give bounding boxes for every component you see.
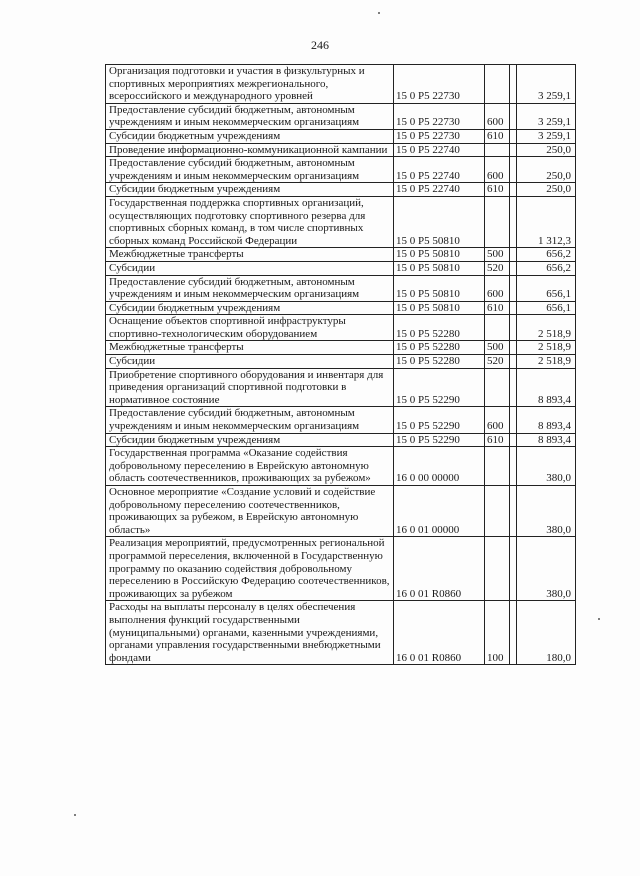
row-kvr-cell: [485, 315, 510, 341]
row-name-cell: Предоставление субсидий бюджетным, автономным учреждениям и иным некоммерческим организациям: [106, 407, 394, 433]
row-name-cell: Государственная программа «Оказание содействия добровольному переселению в Еврейскую автономную область соотечественников, проживающих за рубежом»: [106, 447, 394, 486]
row-code-cell: 15 0 Р5 52290: [394, 407, 485, 433]
row-kvr-cell: 600: [485, 157, 510, 183]
row-code-cell: 16 0 00 00000: [394, 447, 485, 486]
table-row: [106, 486, 576, 537]
row-kvr-cell: 600: [485, 407, 510, 433]
row-kvr-cell: 100: [485, 601, 510, 665]
row-code-cell: 15 0 Р5 22740: [394, 157, 485, 183]
row-name-cell: Субсидии бюджетным учреждениям: [106, 129, 394, 143]
row-name-cell: Субсидии бюджетным учреждениям: [106, 301, 394, 315]
row-code-cell: 15 0 Р5 50810: [394, 196, 485, 247]
table-row: [106, 275, 576, 301]
row-empty-cell: [510, 315, 517, 341]
row-code-cell: 15 0 Р5 22730: [394, 103, 485, 129]
row-name-cell: Межбюджетные трансферты: [106, 341, 394, 355]
row-sum-cell: 380,0: [517, 447, 576, 486]
row-code-cell: 16 0 01 00000: [394, 486, 485, 537]
row-empty-cell: [510, 183, 517, 197]
table-row: [106, 433, 576, 447]
row-name-cell: Предоставление субсидий бюджетным, автономным учреждениям и иным некоммерческим организациям: [106, 103, 394, 129]
row-kvr-cell: 600: [485, 275, 510, 301]
row-name-cell: Организация подготовки и участия в физкультурных и спортивных мероприятиях межрегионального, всероссийского и международного уровней: [106, 65, 394, 104]
row-sum-cell: 2 518,9: [517, 355, 576, 369]
row-empty-cell: [510, 486, 517, 537]
row-empty-cell: [510, 157, 517, 183]
table-row: [106, 447, 576, 486]
row-name-cell: Приобретение спортивного оборудования и инвентаря для приведения организаций спортивной подготовки в нормативное состояние: [106, 368, 394, 407]
row-empty-cell: [510, 301, 517, 315]
row-name-cell: Субсидии бюджетным учреждениям: [106, 183, 394, 197]
row-sum-cell: 8 893,4: [517, 433, 576, 447]
table-row: [106, 248, 576, 262]
row-sum-cell: 250,0: [517, 183, 576, 197]
table-row: [106, 601, 576, 665]
row-empty-cell: [510, 341, 517, 355]
row-sum-cell: 2 518,9: [517, 341, 576, 355]
row-name-cell: Субсидии: [106, 355, 394, 369]
budget-table-body: [106, 65, 576, 665]
row-kvr-cell: 520: [485, 261, 510, 275]
row-code-cell: 15 0 Р5 52290: [394, 433, 485, 447]
row-empty-cell: [510, 355, 517, 369]
row-kvr-cell: [485, 196, 510, 247]
row-empty-cell: [510, 368, 517, 407]
row-name-cell: Государственная поддержка спортивных организаций, осуществляющих подготовку спортивного резерва для спортивных сборных команд, в том числе спортивных сборных команд Российской Федерации: [106, 196, 394, 247]
row-sum-cell: 250,0: [517, 143, 576, 157]
row-sum-cell: 8 893,4: [517, 368, 576, 407]
row-kvr-cell: [485, 143, 510, 157]
row-code-cell: 15 0 Р5 50810: [394, 275, 485, 301]
row-name-cell: Проведение информационно-коммуникационной кампании: [106, 143, 394, 157]
row-code-cell: 15 0 Р5 22740: [394, 143, 485, 157]
row-empty-cell: [510, 275, 517, 301]
page-number: 246: [311, 38, 329, 52]
row-name-cell: Реализация мероприятий, предусмотренных региональной программой переселения, включенной в Государственную программу по оказанию содействия добровольному переселению в Российскую Федерацию соотечественников, проживающих за рубежом: [106, 537, 394, 601]
row-empty-cell: [510, 601, 517, 665]
row-sum-cell: 380,0: [517, 537, 576, 601]
row-kvr-cell: [485, 486, 510, 537]
table-row: [106, 103, 576, 129]
row-empty-cell: [510, 537, 517, 601]
table-row: [106, 183, 576, 197]
row-code-cell: 16 0 01 R0860: [394, 537, 485, 601]
row-code-cell: 15 0 Р5 22730: [394, 65, 485, 104]
table-row: [106, 368, 576, 407]
row-empty-cell: [510, 407, 517, 433]
row-code-cell: 16 0 01 R0860: [394, 601, 485, 665]
table-row: [106, 537, 576, 601]
row-sum-cell: 250,0: [517, 157, 576, 183]
row-kvr-cell: 500: [485, 341, 510, 355]
row-sum-cell: 656,1: [517, 275, 576, 301]
row-name-cell: Субсидии бюджетным учреждениям: [106, 433, 394, 447]
row-code-cell: 15 0 Р5 52290: [394, 368, 485, 407]
table-row: [106, 196, 576, 247]
row-sum-cell: 3 259,1: [517, 103, 576, 129]
row-kvr-cell: 610: [485, 129, 510, 143]
row-name-cell: Расходы на выплаты персоналу в целях обеспечения выполнения функций государственными (муниципальными) органами, казенными учреждениями, органами управления государственными внебюджетными фондами: [106, 601, 394, 665]
table-row: [106, 407, 576, 433]
row-kvr-cell: 500: [485, 248, 510, 262]
table-row: [106, 129, 576, 143]
row-sum-cell: 180,0: [517, 601, 576, 665]
row-empty-cell: [510, 248, 517, 262]
row-code-cell: 15 0 Р5 52280: [394, 341, 485, 355]
table-row: [106, 341, 576, 355]
row-sum-cell: 3 259,1: [517, 129, 576, 143]
row-empty-cell: [510, 261, 517, 275]
row-name-cell: Оснащение объектов спортивной инфраструктуры спортивно-технологическим оборудованием: [106, 315, 394, 341]
row-kvr-cell: 600: [485, 103, 510, 129]
row-code-cell: 15 0 Р5 50810: [394, 248, 485, 262]
row-kvr-cell: [485, 368, 510, 407]
row-code-cell: 15 0 Р5 50810: [394, 261, 485, 275]
table-row: [106, 355, 576, 369]
row-kvr-cell: 610: [485, 433, 510, 447]
row-sum-cell: 1 312,3: [517, 196, 576, 247]
row-sum-cell: 656,2: [517, 261, 576, 275]
table-row: [106, 301, 576, 315]
table-row: [106, 261, 576, 275]
row-sum-cell: 3 259,1: [517, 65, 576, 104]
row-kvr-cell: 610: [485, 301, 510, 315]
table-row: [106, 315, 576, 341]
row-code-cell: 15 0 Р5 22730: [394, 129, 485, 143]
row-code-cell: 15 0 Р5 52280: [394, 355, 485, 369]
table-row: [106, 65, 576, 104]
row-kvr-cell: 520: [485, 355, 510, 369]
row-name-cell: Основное мероприятие «Создание условий и содействие добровольному переселению соотечественников, проживающих за рубежом, в Еврейскую автономную область»: [106, 486, 394, 537]
row-empty-cell: [510, 143, 517, 157]
row-name-cell: Предоставление субсидий бюджетным, автономным учреждениям и иным некоммерческим организациям: [106, 275, 394, 301]
row-empty-cell: [510, 433, 517, 447]
budget-table: [105, 64, 576, 665]
row-sum-cell: 656,2: [517, 248, 576, 262]
row-sum-cell: 380,0: [517, 486, 576, 537]
row-empty-cell: [510, 103, 517, 129]
row-name-cell: Межбюджетные трансферты: [106, 248, 394, 262]
row-kvr-cell: [485, 447, 510, 486]
row-empty-cell: [510, 65, 517, 104]
row-kvr-cell: [485, 537, 510, 601]
row-empty-cell: [510, 196, 517, 247]
table-row: [106, 157, 576, 183]
row-code-cell: 15 0 Р5 50810: [394, 301, 485, 315]
row-empty-cell: [510, 129, 517, 143]
row-name-cell: Субсидии: [106, 261, 394, 275]
table-row: [106, 143, 576, 157]
row-code-cell: 15 0 Р5 52280: [394, 315, 485, 341]
row-code-cell: 15 0 Р5 22740: [394, 183, 485, 197]
row-empty-cell: [510, 447, 517, 486]
row-kvr-cell: [485, 65, 510, 104]
row-sum-cell: 8 893,4: [517, 407, 576, 433]
row-sum-cell: 656,1: [517, 301, 576, 315]
row-kvr-cell: 610: [485, 183, 510, 197]
row-name-cell: Предоставление субсидий бюджетным, автономным учреждениям и иным некоммерческим организациям: [106, 157, 394, 183]
row-sum-cell: 2 518,9: [517, 315, 576, 341]
